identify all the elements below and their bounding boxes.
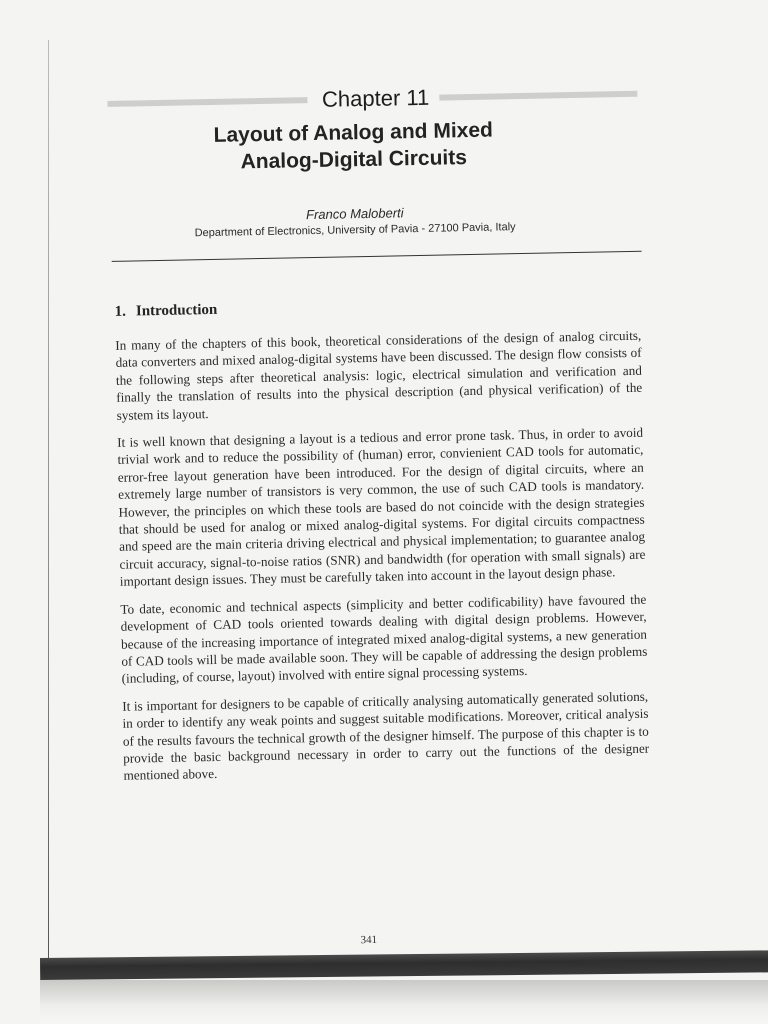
author-name: Franco Maloberti bbox=[305, 205, 404, 223]
paragraph: It is important for designers to be capable of critically analysing automatically generated solutions, in order to identify any weak points and suggest suitable modifications. Moreover, critical analysis of the results favours the technical growth of the designer himself. The purpose of this chapter is to provide the basic background necessary in order to carry out the functions of the designer mentioned above. bbox=[122, 688, 650, 784]
paragraph: In many of the chapters of this book, theoretical considerations of the design of analog circuits, data converters and mixed analog-digital systems have been discussed. The design flow consists of the following steps after theoretical analysis: logic, electrical simulation and verification and finally the translation of results into the physical description (and physical verification) of the system its layout. bbox=[115, 327, 643, 423]
section-title: Introduction bbox=[135, 301, 218, 320]
chapter-title-line-2: Analog-Digital Circuits bbox=[240, 146, 468, 174]
chapter-title-line-1: Layout of Analog and Mixed bbox=[213, 118, 494, 147]
binding-edge bbox=[48, 40, 49, 970]
chapter-rule-left bbox=[108, 97, 308, 107]
scan-bottom-margin bbox=[40, 980, 768, 1024]
section-heading bbox=[115, 302, 218, 321]
chapter-rule-right bbox=[440, 91, 638, 101]
chapter-heading bbox=[107, 79, 637, 119]
body-text bbox=[115, 327, 650, 795]
author-affiliation: Department of Electronics, University of Pavia - 27100 Pavia, Italy bbox=[194, 221, 516, 240]
section-number: 1. bbox=[114, 303, 127, 320]
paragraph: To date, economic and technical aspects (simplicity and better codificability) have favoured the development of CAD tools oriented towards dealing with digital design problems. However, because of the increasing importance of integrated mixed analog-digital systems, a new generation of CAD tools will be made available soon. They will be capable of addressing the design problems (including, of course, layout) involved with entire signal processing systems. bbox=[120, 591, 648, 687]
page-sheet bbox=[52, 58, 669, 964]
header-divider bbox=[112, 251, 642, 262]
page-number: 341 bbox=[360, 933, 378, 947]
chapter-label: Chapter 11 bbox=[321, 84, 430, 112]
chapter-title bbox=[53, 113, 654, 179]
paragraph: It is well known that designing a layout is a tedious and error prone task. Thus, in order to avoid trivial work and to reduce the possibility of (human) error, convienient CAD tools for automatic, error-free layout generation have been introduced. For the design of digital circuits, where an extremely large number of transistors is very common, the use of such CAD tools is mandatory. However, the principles on which these tools are based do not coincide with the design strategies that should be used for analog or mixed analog-digital systems. For digital circuits compactness and speed are the main criteria driving electrical and physical implementation; to guarantee analog circuit accuracy, signal-to-noise ratios (SNR) and bandwidth (for operation with small signals) are important design issues. They must be carefully taken into account in the layout design phase. bbox=[117, 424, 646, 590]
